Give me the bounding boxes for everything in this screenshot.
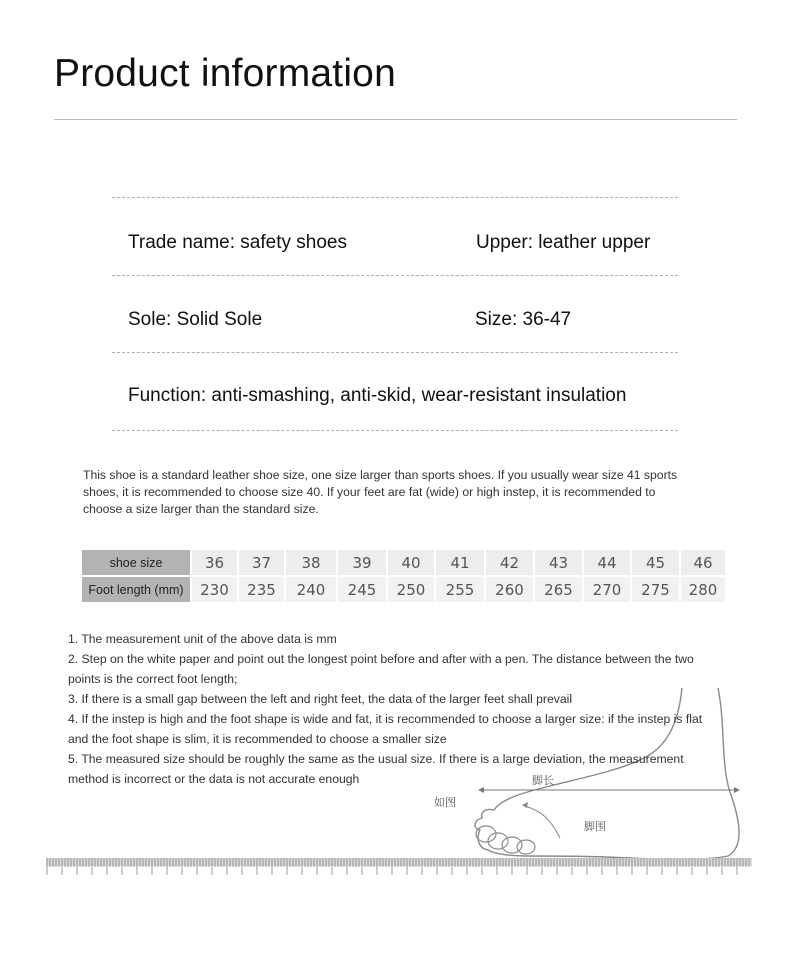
length-cell: 230 <box>190 577 237 602</box>
note-item: 2. Step on the white paper and point out the longest point before and after with a pen. The distance between the two points is the correct foot length; <box>68 652 694 686</box>
length-cell: 255 <box>434 577 484 602</box>
spec-divider <box>112 275 678 276</box>
spec-sole: Sole: Solid Sole <box>128 309 263 330</box>
note-item: 5. The measured size should be roughly the same as the usual size. If there is a large deviation, the measurement method is incorrect or the data is not accurate enough <box>68 752 684 786</box>
foot-shape-pointer <box>524 806 560 838</box>
arrow-head-icon <box>522 802 528 808</box>
note-item: 1. The measurement unit of the above data is mm <box>68 632 337 646</box>
note-item: 4. If the instep is high and the foot shape is wide and fat, it is recommended to choose a larger size: if the instep is flat and the foot shape is slim, it is recommended to choose a smaller size <box>68 712 703 746</box>
size-cell: 39 <box>336 550 386 577</box>
label-as-shown: 如图 <box>434 796 456 809</box>
length-cell: 265 <box>533 577 582 602</box>
table-row-foot-length <box>82 577 725 602</box>
measurement-notes <box>68 629 708 789</box>
arrow-head-icon <box>734 787 740 793</box>
size-cell: 41 <box>434 550 484 577</box>
size-cell: 44 <box>582 550 630 577</box>
ruler-ticks <box>47 858 749 875</box>
length-cell: 240 <box>284 577 336 602</box>
spec-divider <box>112 430 678 431</box>
note-item: 3. If there is a small gap between the left and right feet, the data of the larger feet shall prevail <box>68 692 573 706</box>
size-cell: 45 <box>630 550 679 577</box>
spec-function: Function: anti-smashing, anti-skid, wear-resistant insulation <box>128 385 627 406</box>
size-table <box>82 550 725 602</box>
page-title: Product information <box>54 52 396 95</box>
length-cell: 235 <box>237 577 284 602</box>
label-foot-shape: 脚围 <box>584 820 606 833</box>
spec-divider <box>112 352 678 353</box>
label-foot-length: 脚长 <box>532 774 554 787</box>
row-label-shoe-size: shoe size <box>82 550 190 577</box>
size-intro-text: This shoe is a standard leather shoe size, one size larger than sports shoes. If you usually wear size 41 sports shoes, it is recommended to choose size 40. If your feet are fat (wide) or high instep, it is recommended to choose a size larger than the standard size. <box>83 468 678 516</box>
length-cell: 260 <box>484 577 533 602</box>
size-cell: 40 <box>386 550 434 577</box>
size-cell: 36 <box>190 550 237 577</box>
spec-upper: Upper: leather upper <box>476 232 651 253</box>
ruler <box>46 855 752 877</box>
row-label-foot-length: Foot length (mm) <box>82 577 190 602</box>
toe-shape <box>517 840 535 854</box>
length-cell: 245 <box>336 577 386 602</box>
table-row-shoe-size <box>82 550 725 577</box>
size-cell: 42 <box>484 550 533 577</box>
size-cell: 43 <box>533 550 582 577</box>
spec-size: Size: 36-47 <box>475 309 572 330</box>
size-cell: 46 <box>679 550 725 577</box>
spec-trade-name: Trade name: safety shoes <box>128 232 347 253</box>
length-cell: 250 <box>386 577 434 602</box>
length-cell: 280 <box>679 577 725 602</box>
title-divider <box>54 119 737 120</box>
size-cell: 37 <box>237 550 284 577</box>
spec-divider <box>112 197 678 198</box>
length-cell: 275 <box>630 577 679 602</box>
length-cell: 270 <box>582 577 630 602</box>
size-cell: 38 <box>284 550 336 577</box>
